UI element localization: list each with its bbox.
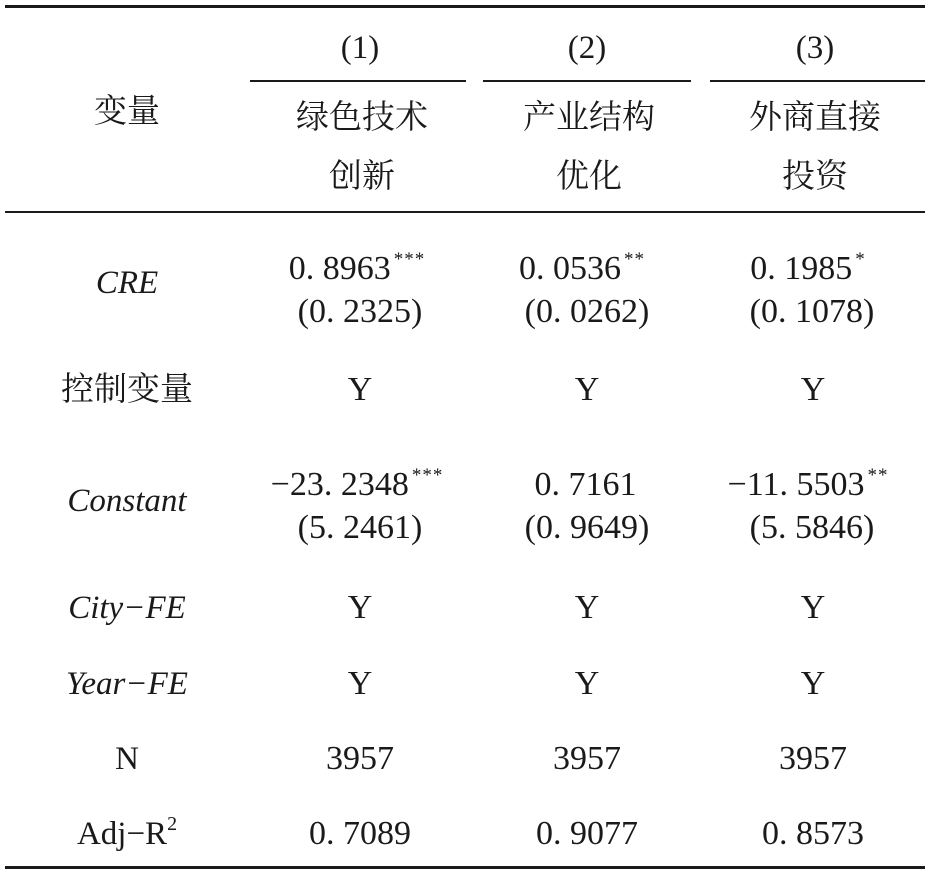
cre-se-1: (0. 2325) xyxy=(297,293,423,330)
significance-stars: *** xyxy=(393,249,426,270)
row-label-n: N xyxy=(115,741,139,777)
controls-value-1: Y xyxy=(347,371,373,408)
column-name-2-line1: 产业结构 xyxy=(523,100,655,136)
column-number-1: (1) xyxy=(340,30,380,66)
table-bottom-rule xyxy=(5,866,925,869)
row-label-city-fe: City−FE xyxy=(68,590,186,626)
header-rule xyxy=(5,211,925,213)
cre-coef-3: 0. 1985 * xyxy=(750,249,866,287)
significance-stars: *** xyxy=(411,465,444,486)
significance-stars: ** xyxy=(624,249,645,270)
column-rule-2 xyxy=(483,80,691,82)
column-name-3-line1: 外商直接 xyxy=(749,100,881,136)
row-label-cre: CRE xyxy=(95,265,159,301)
row-label-adj-r2: $Adj-R^2$ xyxy=(76,813,178,852)
city-fe-value-1: Y xyxy=(347,589,373,626)
table-top-rule xyxy=(5,5,925,8)
column-name-1-line2: 创新 xyxy=(329,159,395,195)
n-value-3: 3957 xyxy=(779,740,847,777)
cre-se-3: (0. 1078) xyxy=(749,293,875,330)
year-fe-value-2: Y xyxy=(574,665,600,702)
constant-se-2: (0. 9649) xyxy=(524,509,650,546)
column-rule-1 xyxy=(250,80,466,82)
n-value-1: 3957 xyxy=(326,740,394,777)
city-fe-value-3: Y xyxy=(800,589,826,626)
column-name-3-line2: 投资 xyxy=(782,159,848,195)
constant-se-1: (5. 2461) xyxy=(297,509,423,546)
constant-coef-3: −11. 5503 ** xyxy=(727,465,889,503)
year-fe-value-3: Y xyxy=(800,665,826,702)
year-fe-value-1: Y xyxy=(347,665,373,702)
adj-r2-value-3: 0. 8573 xyxy=(762,815,864,852)
constant-coef-1: −23. 2348 *** xyxy=(270,465,444,503)
column-name-2-line2: 优化 xyxy=(556,159,622,195)
column-number-3: (3) xyxy=(795,30,835,66)
city-fe-value-2: Y xyxy=(574,589,600,626)
adj-r2-value-2: 0. 9077 xyxy=(536,815,638,852)
constant-coef-2: 0. 7161 xyxy=(534,466,637,503)
row-label-controls: 控制变量 xyxy=(61,372,193,408)
significance-stars: * xyxy=(855,249,866,270)
column-rule-3 xyxy=(710,80,925,82)
row-label-constant: Constant xyxy=(67,483,187,519)
variable-header: 变量 xyxy=(94,94,160,130)
constant-se-3: (5. 5846) xyxy=(749,509,875,546)
cre-coef-2: 0. 0536 ** xyxy=(519,249,645,287)
controls-value-3: Y xyxy=(800,371,826,408)
cre-coef-1: 0. 8963 *** xyxy=(288,249,426,287)
significance-stars: ** xyxy=(867,465,889,486)
n-value-2: 3957 xyxy=(553,740,621,777)
adj-r2-value-1: 0. 7089 xyxy=(309,815,411,852)
row-label-year-fe: Year−FE xyxy=(66,666,188,702)
column-number-2: (2) xyxy=(567,30,607,66)
cre-se-2: (0. 0262) xyxy=(524,293,650,330)
column-name-1-line1: 绿色技术 xyxy=(296,100,428,136)
controls-value-2: Y xyxy=(574,371,600,408)
